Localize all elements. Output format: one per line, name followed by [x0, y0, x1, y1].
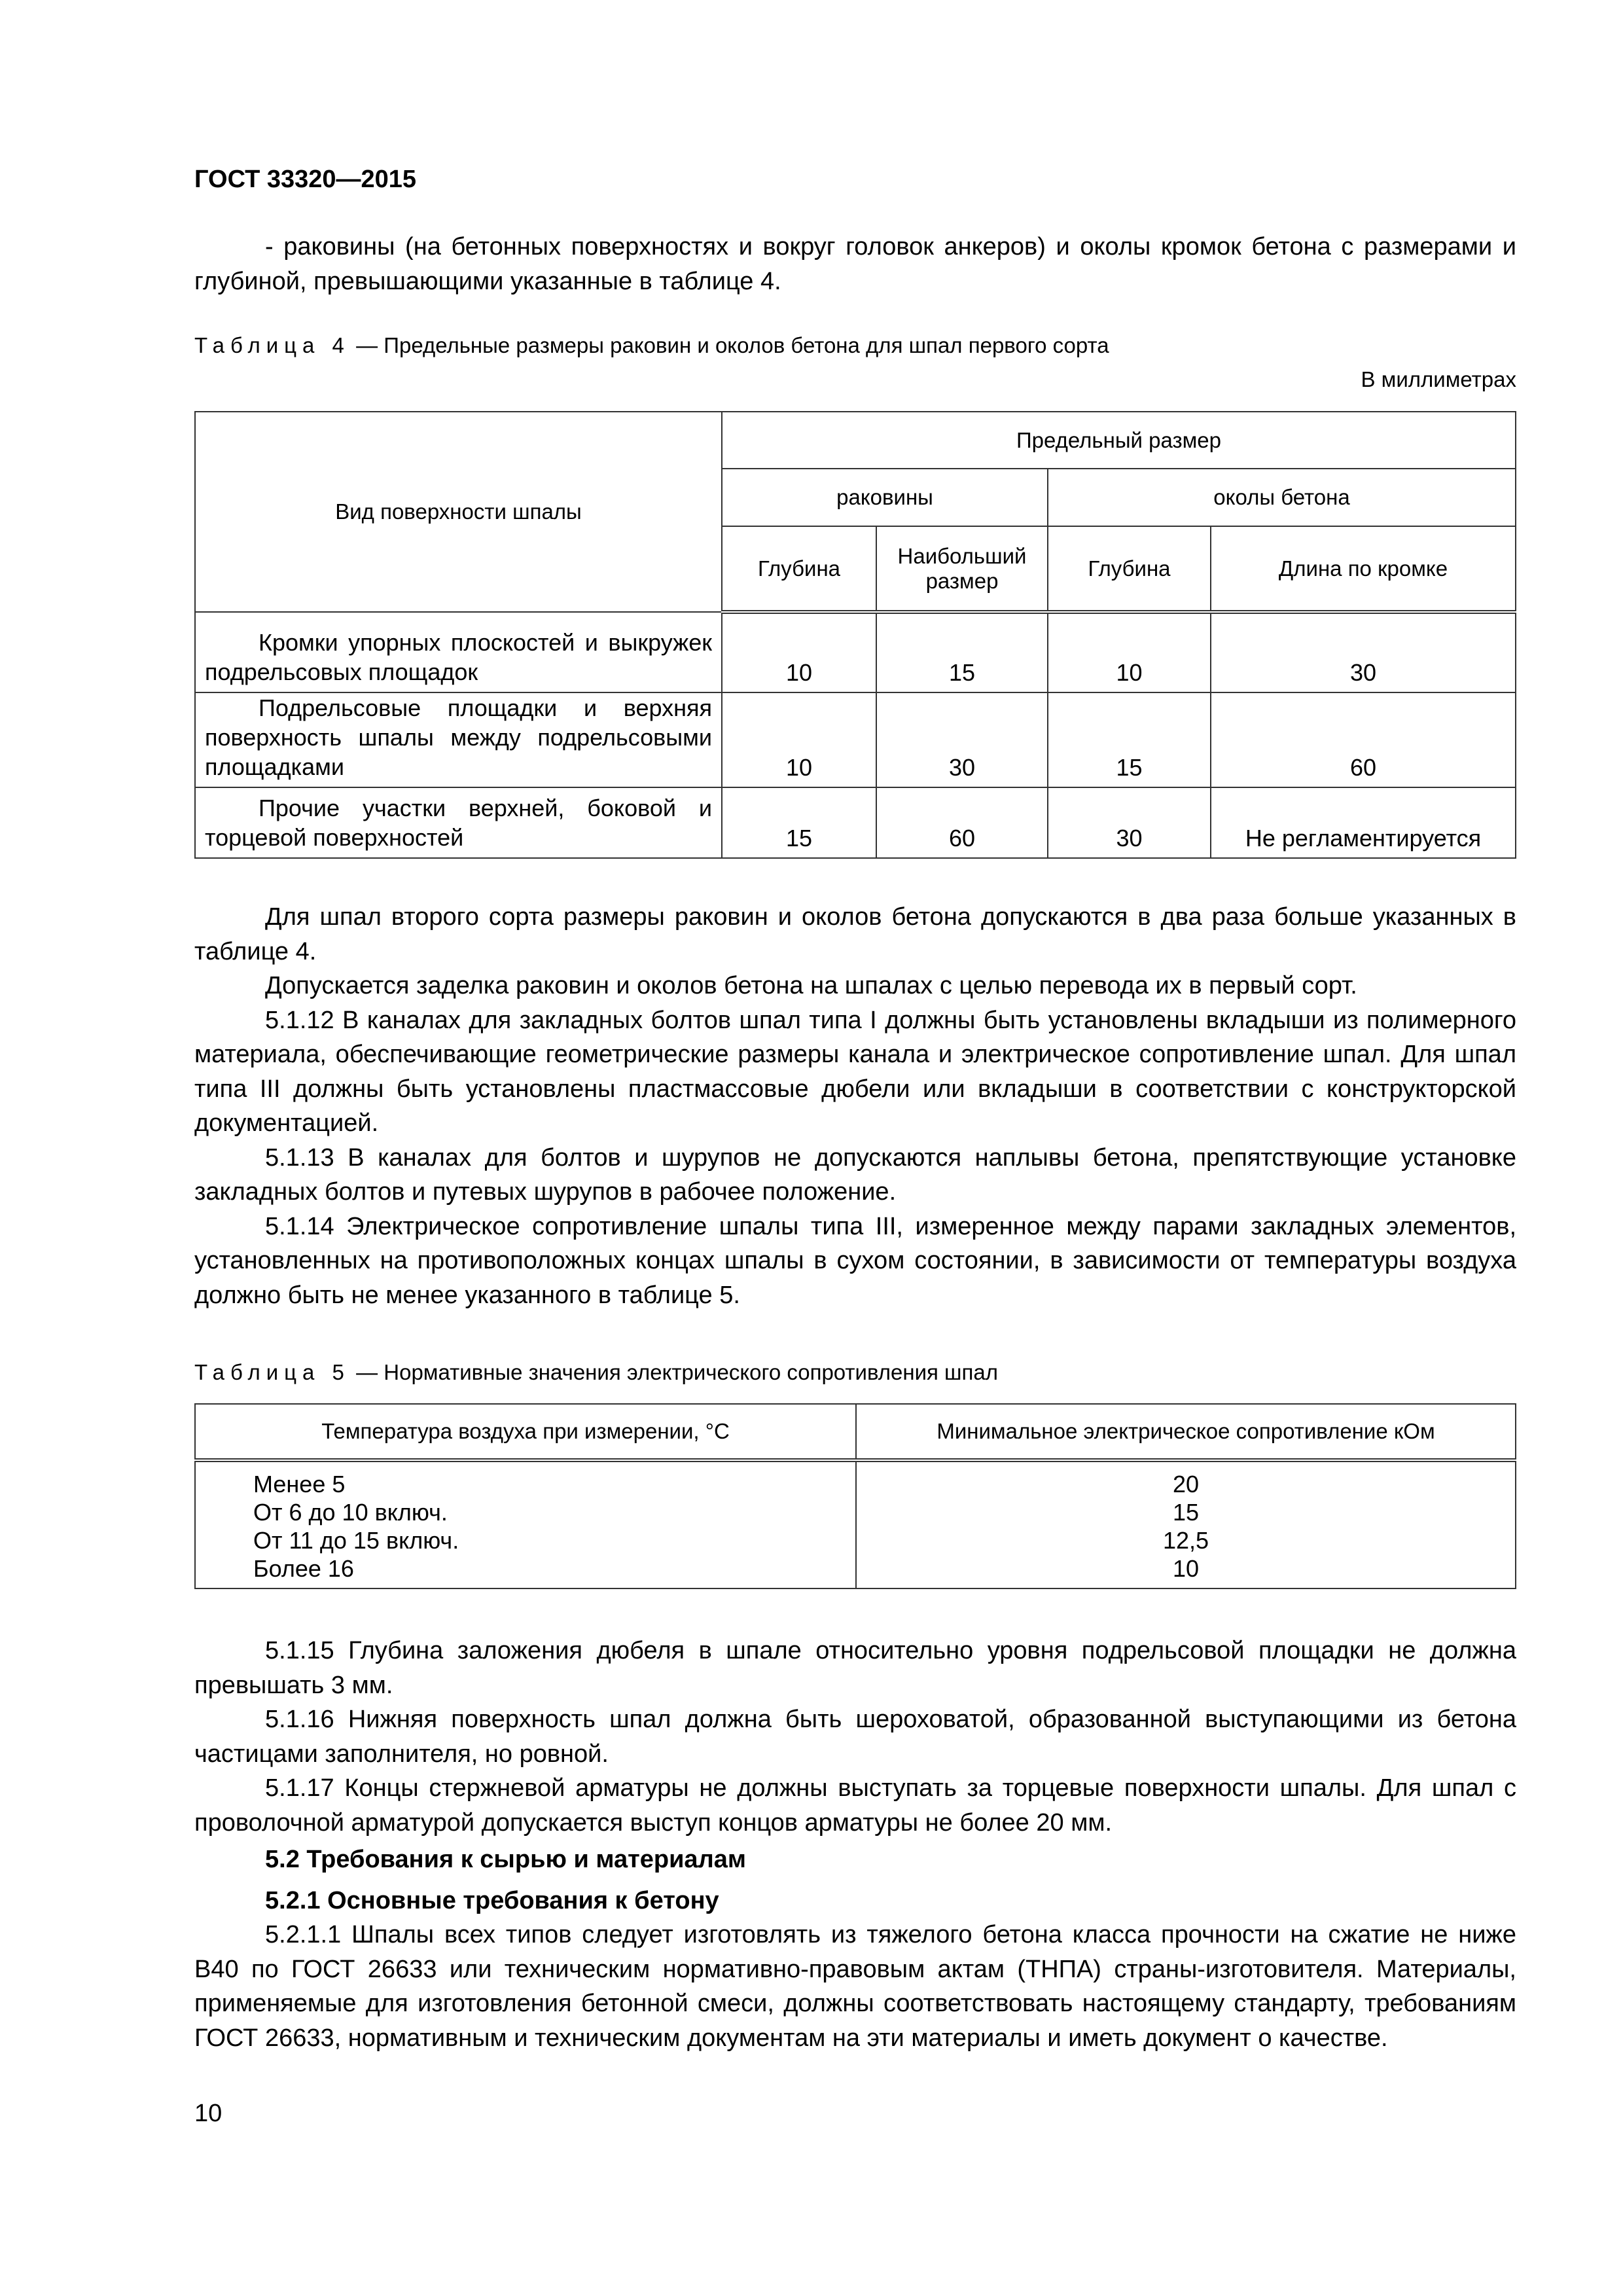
paragraph: Допускается заделка раковин и околов бетона на шпалах с целью перевода их в первый сорт.	[265, 972, 1357, 999]
cell: 10	[722, 692, 876, 787]
header-resistance: Минимальное электрическое сопротивление кОм	[856, 1404, 1516, 1460]
body-paragraphs-1	[194, 900, 1516, 1312]
temp-value: Менее 5	[253, 1471, 346, 1498]
temp-value: От 6 до 10 включ.	[253, 1499, 448, 1526]
table5-caption	[194, 1359, 1516, 1386]
table5-caption-text: — Нормативные значения электрического сопротивления шпал	[349, 1360, 999, 1384]
header-surface: Вид поверхности шпалы	[195, 412, 722, 612]
paragraph-5-1-14: 5.1.14 Электрическое сопротивление шпалы типа III, измеренное между парами закладных элементов, установленных на противоположных концах шпалы в сухом состоянии, в зависимости от температуры воздуха должно быть не менее указанного в таблице 5.	[194, 1212, 1516, 1309]
table4-caption-prefix: Таблица 4	[194, 333, 350, 357]
resistance-column	[856, 1460, 1516, 1588]
sub-header: Длина по кромке	[1211, 526, 1516, 612]
temp-value: От 11 до 15 включ.	[253, 1527, 459, 1554]
cell-surface: Кромки упорных плоскостей и выкружек подрельсовых площадок	[195, 612, 722, 692]
intro-paragraph: - раковины (на бетонных поверхностях и вокруг головок анкеров) и околы кромок бетона с размерами и глубиной, превышающими указанные в таблице 4.	[194, 233, 1516, 295]
cell: 15	[1048, 692, 1211, 787]
cell: Не регламентируется	[1211, 787, 1516, 858]
cell: 15	[876, 612, 1048, 692]
section-heading: 5.2 Требования к сырью и материалам	[265, 1846, 746, 1873]
cell: 60	[1211, 692, 1516, 787]
body-paragraphs-2	[194, 1634, 1516, 2055]
header-cavities: раковины	[722, 469, 1048, 526]
sub-header: Глубина	[722, 526, 876, 612]
page-number: 10	[194, 2100, 223, 2127]
cell: 15	[722, 787, 876, 858]
header-limit: Предельный размер	[722, 412, 1516, 469]
cell-surface: Прочие участки верхней, боковой и торцевой поверхностей	[195, 787, 722, 858]
header-temperature: Температура воздуха при измерении, °С	[195, 1404, 856, 1460]
paragraph-5-1-15: 5.1.15 Глубина заложения дюбеля в шпале относительно уровня подрельсовой площадки не должна превышать 3 мм.	[194, 1637, 1516, 1699]
sub-header: Глубина	[1048, 526, 1211, 612]
temp-value: Более 16	[253, 1555, 354, 1582]
cell: 30	[1048, 787, 1211, 858]
cell: 60	[876, 787, 1048, 858]
res-value: 12,5	[1162, 1527, 1209, 1554]
subsection-heading: 5.2.1 Основные требования к бетону	[265, 1886, 719, 1914]
cell: 30	[1211, 612, 1516, 692]
cell-surface: Подрельсовые площадки и верхняя поверхность шпалы между подрельсовыми площадками	[195, 692, 722, 787]
table4-caption	[194, 332, 1516, 359]
table5-caption-prefix: Таблица 5	[194, 1360, 350, 1384]
document-header: ГОСТ 33320—2015	[194, 166, 417, 193]
table4-units: В миллиметрах	[1361, 367, 1516, 391]
cell: 10	[1048, 612, 1211, 692]
cell: 30	[876, 692, 1048, 787]
res-value: 10	[1172, 1555, 1200, 1582]
header-chips: околы бетона	[1048, 469, 1516, 526]
table4	[194, 411, 1516, 859]
table-row	[195, 692, 1516, 787]
temperature-column	[195, 1460, 856, 1588]
res-value: 20	[1172, 1471, 1200, 1498]
paragraph-5-2-1-1: 5.2.1.1 Шпалы всех типов следует изготовлять из тяжелого бетона класса прочности на сжатие не ниже В40 по ГОСТ 26633 или техническим нормативно-правовым актам (ТНПА) страны-изготовителя. Материалы, применяемые для изготовления бетонной смеси, должны соответствовать настоящему стандарту, требованиям ГОСТ 26633, нормативным и техническим документам на эти материалы и иметь документ о качестве.	[194, 1921, 1516, 2052]
table5	[194, 1403, 1516, 1589]
cell: 10	[722, 612, 876, 692]
sub-header: Наибольший размер	[876, 526, 1048, 612]
paragraph-5-1-12: 5.1.12 В каналах для закладных болтов шпал типа I должны быть установлены вкладыши из полимерного материала, обеспечивающие геометрические размеры канала и электрическое сопротивление шпал. Для шпал типа III должны быть установлены пластмассовые дюбели или вкладыши в соответствии с конструкторской документацией.	[194, 1006, 1516, 1137]
paragraph: Для шпал второго сорта размеры раковин и околов бетона допускаются в два раза больше указанных в таблице 4.	[194, 903, 1516, 965]
table4-caption-text: — Предельные размеры раковин и околов бетона для шпал первого сорта	[349, 333, 1109, 357]
paragraph-5-1-13: 5.1.13 В каналах для болтов и шурупов не допускаются наплывы бетона, препятствующие установке закладных болтов и путевых шурупов в рабочее положение.	[194, 1143, 1516, 1206]
paragraph-5-1-16: 5.1.16 Нижняя поверхность шпал должна быть шероховатой, образованной выступающими из бетона частицами заполнителя, но ровной.	[194, 1706, 1516, 1768]
table-row	[195, 612, 1516, 692]
res-value: 15	[1172, 1499, 1200, 1526]
paragraph-5-1-17: 5.1.17 Концы стержневой арматуры не должны выступать за торцевые поверхности шпалы. Для шпал с проволочной арматурой допускается выступ концов арматуры не более 20 мм.	[194, 1774, 1516, 1837]
table-row	[195, 787, 1516, 858]
